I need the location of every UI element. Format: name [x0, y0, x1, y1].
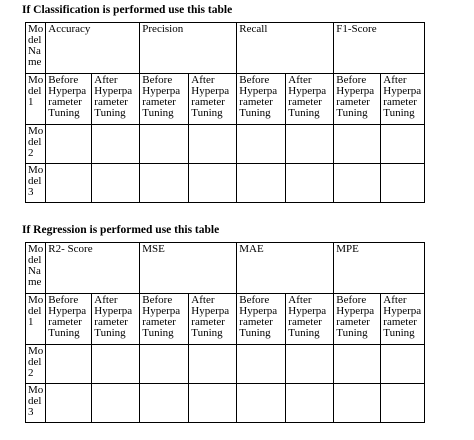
empty-cell	[237, 164, 286, 203]
empty-cell	[92, 164, 140, 203]
empty-cell	[46, 125, 92, 164]
metric-header: MAE	[237, 243, 334, 294]
table-header-row	[26, 23, 425, 74]
model-label: Mo del 3	[26, 164, 46, 203]
empty-cell	[140, 345, 189, 384]
before-tuning-cell: Before Hyperpa rameter Tuning	[334, 294, 381, 345]
empty-cell	[140, 125, 189, 164]
empty-cell	[189, 125, 237, 164]
metric-header: Precision	[140, 23, 237, 74]
empty-cell	[286, 384, 334, 423]
after-tuning-cell: After Hyperpa rameter Tuning	[189, 74, 237, 125]
table-row	[26, 125, 425, 164]
empty-cell	[381, 384, 425, 423]
before-tuning-cell: Before Hyperpa rameter Tuning	[46, 74, 92, 125]
model-label: Mo del 3	[26, 384, 46, 423]
table-row	[26, 74, 425, 125]
table-row	[26, 164, 425, 203]
after-tuning-cell: After Hyperpa rameter Tuning	[381, 74, 425, 125]
empty-cell	[381, 345, 425, 384]
table-row	[26, 294, 425, 345]
empty-cell	[140, 164, 189, 203]
empty-cell	[381, 125, 425, 164]
after-tuning-cell: After Hyperpa rameter Tuning	[381, 294, 425, 345]
empty-cell	[46, 164, 92, 203]
empty-cell	[334, 384, 381, 423]
empty-cell	[140, 384, 189, 423]
metric-header: R2- Score	[46, 243, 140, 294]
model-label: Mo del 2	[26, 125, 46, 164]
metric-header: Recall	[237, 23, 334, 74]
after-tuning-cell: After Hyperpa rameter Tuning	[92, 74, 140, 125]
empty-cell	[381, 164, 425, 203]
metric-header: MPE	[334, 243, 425, 294]
empty-cell	[189, 384, 237, 423]
empty-cell	[334, 125, 381, 164]
empty-cell	[46, 345, 92, 384]
before-tuning-cell: Before Hyperpa rameter Tuning	[46, 294, 92, 345]
model-name-header: Mo del Na me	[26, 23, 46, 74]
after-tuning-cell: After Hyperpa rameter Tuning	[92, 294, 140, 345]
table-row	[26, 384, 425, 423]
empty-cell	[334, 164, 381, 203]
empty-cell	[237, 345, 286, 384]
after-tuning-cell: After Hyperpa rameter Tuning	[189, 294, 237, 345]
empty-cell	[237, 125, 286, 164]
model-label: Mo del 1	[26, 294, 46, 345]
empty-cell	[92, 125, 140, 164]
table-row	[26, 345, 425, 384]
classification-heading: If Classification is performed use this table	[22, 4, 233, 16]
metric-header: MSE	[140, 243, 237, 294]
empty-cell	[189, 345, 237, 384]
model-label: Mo del 2	[26, 345, 46, 384]
metric-header: F1-Score	[334, 23, 425, 74]
before-tuning-cell: Before Hyperpa rameter Tuning	[334, 74, 381, 125]
before-tuning-cell: Before Hyperpa rameter Tuning	[237, 294, 286, 345]
after-tuning-cell: After Hyperpa rameter Tuning	[286, 74, 334, 125]
empty-cell	[46, 384, 92, 423]
metric-header: Accuracy	[46, 23, 140, 74]
table-header-row	[26, 243, 425, 294]
before-tuning-cell: Before Hyperpa rameter Tuning	[237, 74, 286, 125]
before-tuning-cell: Before Hyperpa rameter Tuning	[140, 294, 189, 345]
empty-cell	[92, 345, 140, 384]
model-name-header: Mo del Na me	[26, 243, 46, 294]
empty-cell	[92, 384, 140, 423]
empty-cell	[237, 384, 286, 423]
empty-cell	[286, 125, 334, 164]
empty-cell	[286, 164, 334, 203]
after-tuning-cell: After Hyperpa rameter Tuning	[286, 294, 334, 345]
empty-cell	[189, 164, 237, 203]
before-tuning-cell: Before Hyperpa rameter Tuning	[140, 74, 189, 125]
empty-cell	[334, 345, 381, 384]
empty-cell	[286, 345, 334, 384]
regression-table	[25, 242, 425, 423]
regression-heading: If Regression is performed use this table	[22, 224, 220, 236]
classification-table	[25, 22, 425, 203]
model-label: Mo del 1	[26, 74, 46, 125]
